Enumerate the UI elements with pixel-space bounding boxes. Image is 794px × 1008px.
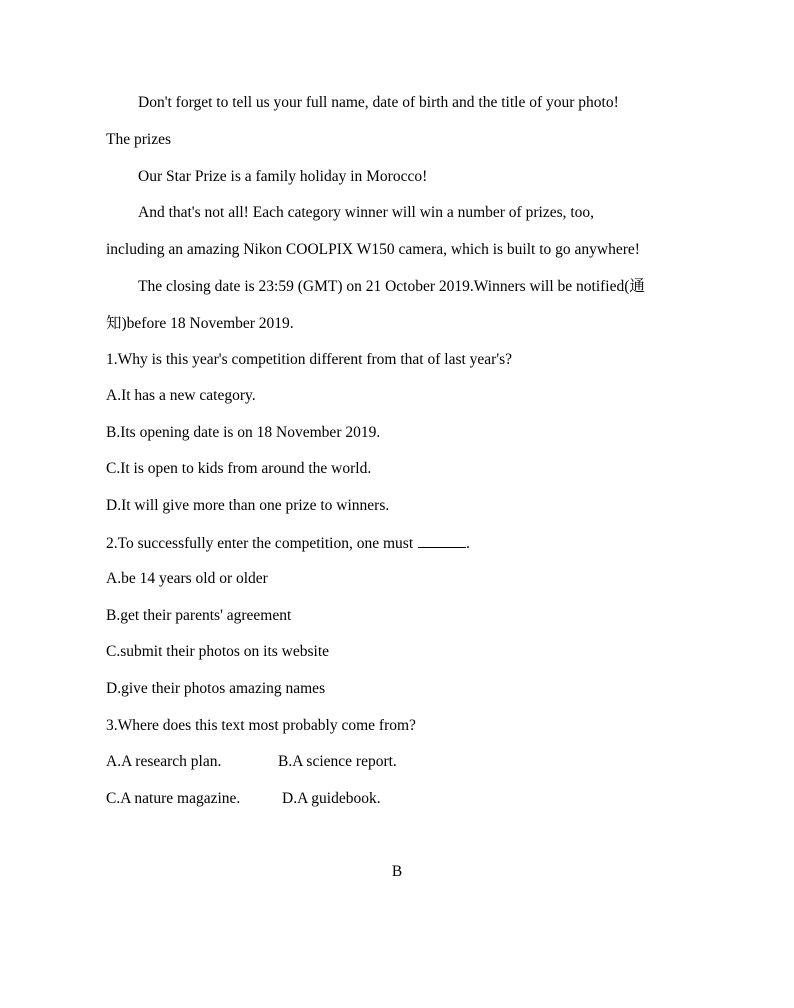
question-1-option-d: D.It will give more than one prize to winners. bbox=[106, 497, 390, 514]
question-2-option-c: C.submit their photos on its website bbox=[106, 643, 330, 660]
passage-paragraph-4-line-1: The closing date is 23:59 (GMT) on 21 October 2019.Winners will be notified(通 bbox=[138, 278, 645, 295]
question-3-option-b: B.A science report. bbox=[278, 753, 397, 770]
section-label: B bbox=[391, 863, 403, 880]
passage-paragraph-1: Don't forget to tell us your full name, date of birth and the title of your photo! bbox=[138, 94, 619, 111]
question-1-option-a: A.It has a new category. bbox=[106, 387, 256, 404]
question-1-option-c: C.It is open to kids from around the world. bbox=[106, 460, 372, 477]
passage-paragraph-4-line-2: 知)before 18 November 2019. bbox=[106, 315, 294, 332]
prizes-heading: The prizes bbox=[106, 131, 171, 148]
answer-blank bbox=[418, 533, 466, 548]
question-3-option-a: A.A research plan. bbox=[106, 753, 222, 770]
passage-paragraph-2: Our Star Prize is a family holiday in Morocco! bbox=[138, 168, 428, 185]
question-2-option-b: B.get their parents' agreement bbox=[106, 607, 292, 624]
question-3-stem: 3.Where does this text most probably come from? bbox=[106, 717, 416, 734]
question-2-option-a: A.be 14 years old or older bbox=[106, 570, 268, 587]
passage-paragraph-3-line-1: And that's not all! Each category winner will win a number of prizes, too, bbox=[138, 204, 595, 221]
question-2-stem-text: 2.To successfully enter the competition, one must bbox=[106, 535, 417, 552]
passage-paragraph-3-line-2: including an amazing Nikon COOLPIX W150 camera, which is built to go anywhere! bbox=[106, 241, 640, 258]
question-2-stem-end: . bbox=[466, 535, 470, 552]
question-3-option-d: D.A guidebook. bbox=[282, 790, 381, 807]
question-3-option-c: C.A nature magazine. bbox=[106, 790, 241, 807]
question-1-option-b: B.Its opening date is on 18 November 2019. bbox=[106, 424, 381, 441]
question-2-stem bbox=[106, 533, 470, 554]
question-1-stem: 1.Why is this year's competition different from that of last year's? bbox=[106, 351, 513, 368]
question-2-option-d: D.give their photos amazing names bbox=[106, 680, 326, 697]
